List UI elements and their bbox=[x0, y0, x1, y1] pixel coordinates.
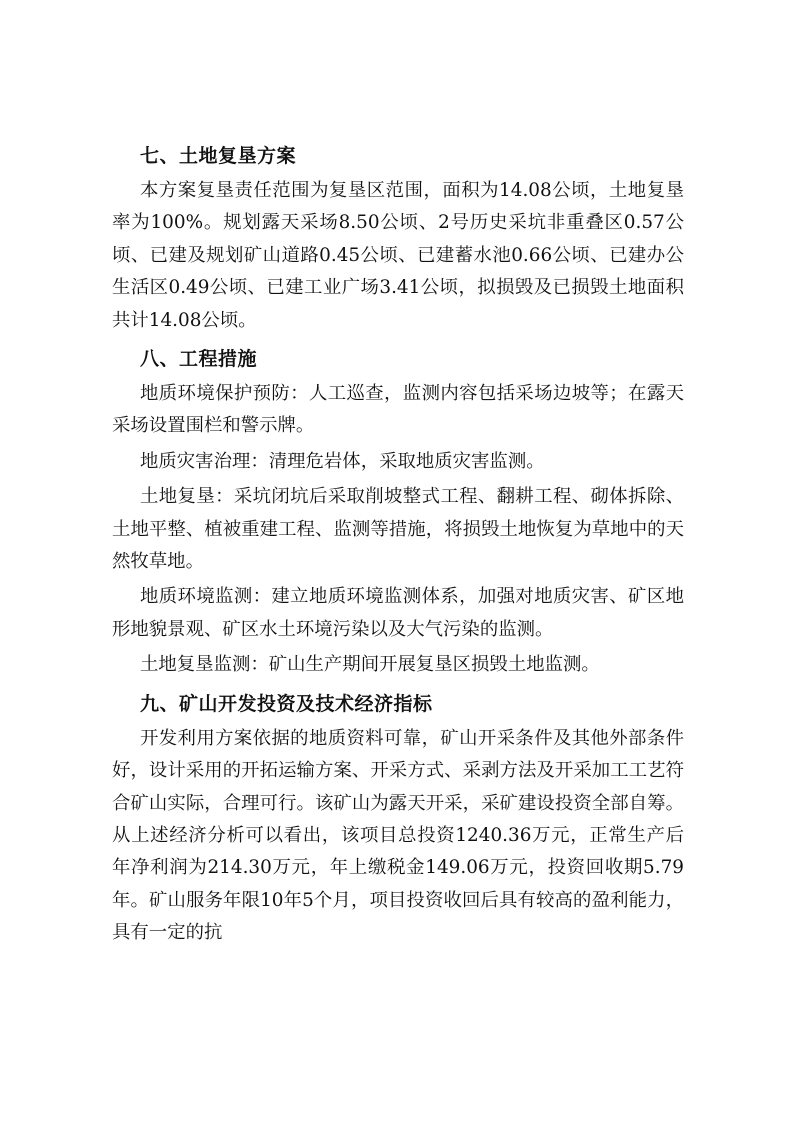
section-heading-engineering-measures: 八、工程措施 bbox=[140, 348, 258, 371]
paragraph-reclamation-monitoring: 土地复垦监测：矿山生产期间开展复垦区损毁土地监测。 bbox=[140, 654, 600, 676]
paragraph-land-reclamation: 土地复垦：采坑闭坑后采取削坡整式工程、翻耕工程、砌体拆除、土地平整、植被重建工程、监测等措施，将损毁土地恢复为草地中的天然牧草地。 bbox=[112, 486, 684, 573]
paragraph-environment-monitoring: 地质环境监测：建立地质环境监测体系，加强对地质灾害、矿区地形地貌景观、矿区水土环境污染以及大气污染的监测。 bbox=[112, 586, 684, 640]
section-heading-investment-indicators: 九、矿山开发投资及技术经济指标 bbox=[140, 692, 433, 715]
paragraph-environment-protection: 地质环境保护预防：人工巡查，监测内容包括采场边坡等；在露天采场设置围栏和警示牌。 bbox=[112, 383, 684, 437]
section-heading-land-reclamation: 七、土地复垦方案 bbox=[140, 145, 297, 167]
document-body bbox=[112, 140, 684, 950]
paragraph-investment-analysis: 开发利用方案依据的地质资料可靠，矿山开采条件及其他外部条件好，设计采用的开拓运输方案、开采方式、采剥方法及开采加工工艺符合矿山实际，合理可行。该矿山为露天开采，采矿建设投资全部自筹。从上述经济分析可以看出，该项目总投资1240.36万元，正常生产后年净利润为214.30万元，年上缴税金149.06万元，投资回收期5.79年。矿山服务年限10年5个月，项目投资收回后具有较高的盈利能力，具有一定的抗 bbox=[112, 727, 684, 944]
paragraph-reclamation-scope: 本方案复垦责任范围为复垦区范围，面积为14.08公顷，土地复垦率为100%。规划露天采场8.50公顷、2号历史采坑非重叠区0.57公顷、已建及规划矿山道路0.45公顷、已建蓄水池0.66公顷、已建办公生活区0.49公顷、已建工业广场3.41公顷，拟损毁及已损毁土地面积共计14.08公顷。 bbox=[112, 180, 684, 331]
paragraph-hazard-treatment: 地质灾害治理：清理危岩体，采取地质灾害监测。 bbox=[140, 450, 545, 472]
